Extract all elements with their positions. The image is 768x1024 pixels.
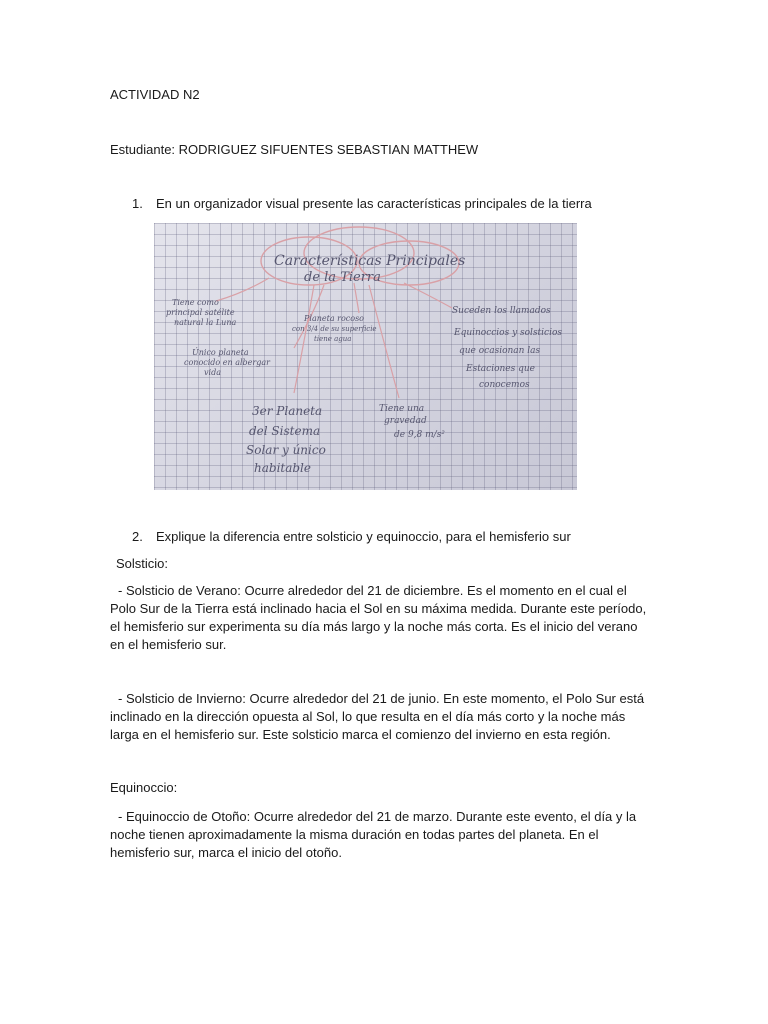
photo-title-line1: Características Principales [274,253,466,269]
solsticio-invierno-paragraph: - Solsticio de Invierno: Ocurre alrededor del 21 de junio. En este momento, el Polo Sur está inclinado en la dirección opuesta al Sol, lo que resulta en el día más corto y la noche más larga en el hemisferio sur. Este solsticio marca el comienzo del invierno en esta región. [110,691,645,742]
note-center-top-1: Planeta rocoso [304,314,364,323]
note-right-2: Equinoccios y solsticios [454,328,563,338]
note-bottom-center-1: Tiene una [379,404,425,414]
note-center-top-2: con 3/4 de su superficie [292,325,377,333]
photo-title-line2: de la Tierra [304,270,381,285]
note-bottom-left-4: habitable [254,461,311,475]
note-left-top-1: Tiene como [172,298,219,307]
handwritten-organizer-drawing [154,223,577,490]
note-bottom-left-3: Solar y único [246,443,326,457]
note-bottom-left-2: del Sistema [249,424,321,438]
equinoccio-otono-paragraph: - Equinoccio de Otoño: Ocurre alrededor del 21 de marzo. Durante este evento, el día y la noche tienen aproximadamente la misma duración en todas partes del planeta. En el hemisferio sur, marca el inicio del otoño. [110,809,637,860]
note-right-1: Suceden los llamados [452,306,551,316]
note-left-mid-1: Único planeta [192,348,249,357]
question-2-text: Explique la diferencia entre solsticio y equinoccio, para el hemisferio sur [156,529,571,544]
note-bottom-center-3: de 9,8 m/s² [394,430,445,440]
question-1-number: 1. [132,196,143,211]
activity-title: ACTIVIDAD N2 [110,87,200,102]
note-right-5: conocemos [479,380,530,390]
student-name: Estudiante: RODRIGUEZ SIFUENTES SEBASTIAN MATTHEW [110,142,479,157]
solsticio-verano-paragraph: - Solsticio de Verano: Ocurre alrededor del 21 de diciembre. Es el momento en el cual el Polo Sur de la Tierra está inclinado hacia el Sol en su máxima medida. Durante este período, el hemisferio sur experimenta su día más largo y la noche más corta. Es el inicio del verano en el hemisferio sur. [110,583,647,652]
note-left-mid-3: vida [204,368,221,377]
solsticio-heading: Solsticio: [116,556,169,571]
question-1-text: En un organizador visual presente las características principales de la tierra [156,196,592,211]
note-left-top-2: principal satélite [166,308,235,317]
note-center-top-3: tiene agua [314,335,352,343]
note-bottom-left-1: 3er Planeta [252,404,323,418]
question-2-number: 2. [132,529,143,544]
note-right-4: Estaciones que [466,364,535,374]
equinoccio-heading: Equinoccio: [110,780,178,795]
note-left-mid-2: conocido en albergar [184,358,270,367]
note-left-top-3: natural la Luna [174,318,237,327]
note-bottom-center-2: gravedad [384,416,427,426]
note-right-3: que ocasionan las [459,346,541,356]
handwritten-organizer-photo [154,223,577,490]
